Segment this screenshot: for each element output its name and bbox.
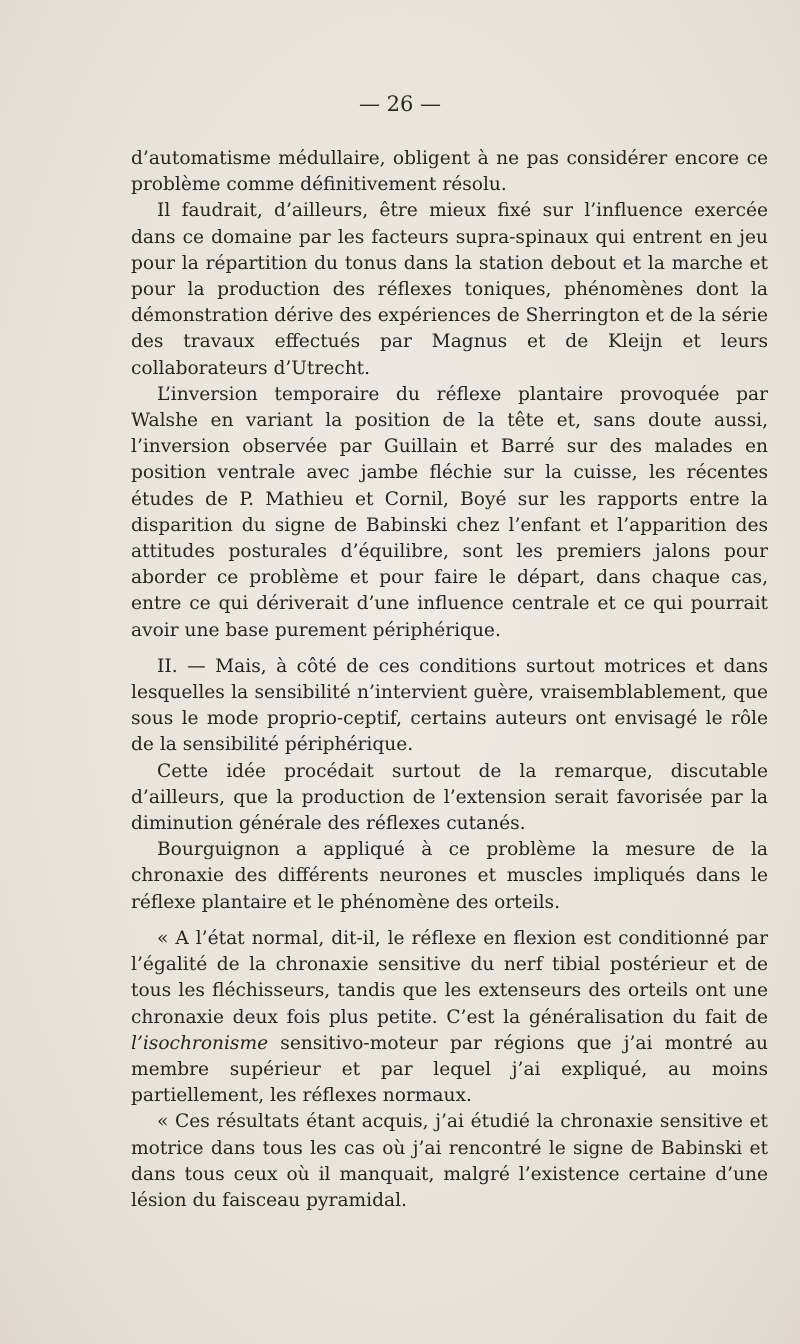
paragraph-8: « Ces résultats étant acquis, j’ai étudié la chronaxie sensitive et motrice dans tous les cas où j’ai rencontré le signe de Babinski et dans tous ceux où il manquait, malgré l’existence certaine d’une lésion du faisceau pyramidal. <box>131 1111 768 1211</box>
paragraph-7 <box>131 926 768 1109</box>
isochronisme-term: l’isochronisme <box>131 1032 269 1054</box>
paragraph-2: Il faudrait, d’ailleurs, être mieux fixé sur l’influence exercée dans ce domaine par les facteurs supra-spinaux qui entrent en jeu pour la répartition du tonus dans la station debout et la marche et pour la production des réflexes toniques, phénomènes dont la démonstration dérive des expériences de Sherrington et de la série des travaux effectués par Magnus et de Kleijn et leurs collaborateurs d’Utrecht. <box>131 200 769 379</box>
page-number: — 26 — <box>358 92 442 116</box>
paragraph-1: d’automatisme médullaire, obligent à ne pas considérer encore ce problème comme définitivement résolu. <box>131 148 768 196</box>
paragraph-4: II. — Mais, à côté de ces conditions surtout motrices et dans lesquelles la sensibilité n’intervient guère, vraisemblablement, que sous le mode proprio-ceptif, certains auteurs ont envisagé le rôle de la sensibilité périphérique. <box>131 655 768 756</box>
paragraph-7-start: « A l’état normal, dit-il, le réflexe en flexion est conditionné par l’égalité de la chronaxie sensitive du nerf tibial postérieur et de tous les fléchisseurs, tandis que les extenseurs des orteils ont une chronaxie deux fois plus petite. C’est la généralisation du fait de <box>131 927 768 1028</box>
paragraph-5: Cette idée procédait surtout de la remarque, discutable d’ailleurs, que la production de l’extension serait favorisée par la diminution générale des réflexes cutanés. <box>131 760 768 835</box>
paragraph-3: L’inversion temporaire du réflexe plantaire provoquée par Walshe en variant la position de la tête et, sans doute aussi, l’inversion observée par Guillain et Barré sur des malades en position ventrale avec jambe fléchie sur la cuisse, les récentes études de P. Mathieu et Cornil, Boyé sur les rapports entre la disparition du signe de Babinski chez l’enfant et l’apparition des attitudes posturales d’équilibre, sont les premiers jalons pour aborder ce problème et pour faire le départ, dans chaque cas, entre ce qui dériverait d’une influence centrale et ce qui pourrait avoir une base purement périphérique. <box>131 383 768 641</box>
body-text <box>131 146 768 1214</box>
paragraph-7-end: sensitivo-moteur par régions que j’ai montré au membre supérieur et par lequel j’ai expliqué, au moins partiellement, les réflexes normaux. <box>131 1032 768 1107</box>
paragraph-6: Bourguignon a appliqué à ce problème la mesure de la chronaxie des différents neurones et muscles impliqués dans le réflexe plantaire et le phénomène des orteils. <box>131 839 768 913</box>
